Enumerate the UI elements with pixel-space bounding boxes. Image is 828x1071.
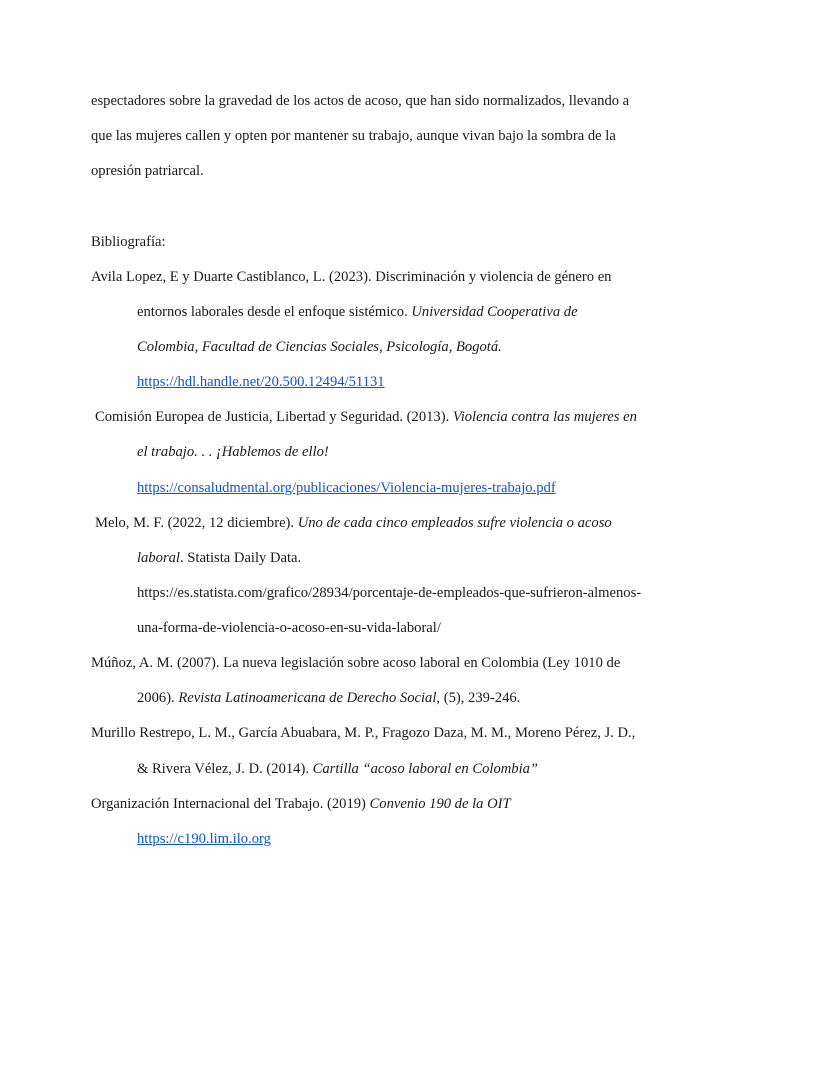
reference-source-title: Colombia, Facultad de Ciencias Sociales, Psicología, Bogotá. [137, 339, 502, 355]
reference-source-title: Convenio 190 de la OIT [369, 796, 511, 812]
reference-url-text: https://es.statista.com/grafico/28934/porcentaje-de-empleados-que-sufrieron-almenos- [137, 585, 642, 601]
body-text-line: que las mujeres callen y opten por mantener su trabajo, aunque vivan bajo la sombra de la [91, 128, 616, 144]
reference-entry: Múñoz, A. M. (2007). La nueva legislación sobre acoso laboral en Colombia (Ley 1010 de [91, 655, 621, 671]
body-text-line: opresión patriarcal. [91, 163, 204, 179]
reference-link-text[interactable]: https://hdl.handle.net/20.500.12494/51131 [137, 374, 385, 390]
reference-text: Comisión Europea de Justicia, Libertad y Seguridad. (2013). [95, 409, 453, 425]
reference-text: . Statista Daily Data. [179, 550, 302, 566]
reference-entry: Avila Lopez, E y Duarte Castiblanco, L. (2023). Discriminación y violencia de género en [91, 269, 612, 285]
reference-source-title: Violencia contra las mujeres en [452, 409, 637, 425]
reference-url-text: una-forma-de-violencia-o-acoso-en-su-vida-laboral/ [137, 620, 441, 636]
reference-entry [95, 407, 637, 427]
reference-entry-continuation [137, 688, 520, 708]
reference-text: , (5), 239-246. [436, 690, 521, 706]
reference-source-title: Revista Latinoamericana de Derecho Social [178, 690, 437, 706]
reference-source-title: el trabajo. . . ¡Hablemos de ello! [137, 444, 329, 460]
reference-text: Organización Internacional del Trabajo. (2019) [91, 796, 370, 812]
reference-entry-continuation [137, 759, 538, 779]
reference-entry: Murillo Restrepo, L. M., García Abuabara, M. P., Fragozo Daza, M. M., Moreno Pérez, J. D., [91, 725, 636, 741]
body-text-line: espectadores sobre la gravedad de los actos de acoso, que han sido normalizados, llevando a [91, 93, 630, 109]
reference-entry-continuation [137, 302, 578, 322]
reference-link[interactable] [137, 829, 271, 849]
reference-text: Melo, M. F. (2022, 12 diciembre). [95, 515, 298, 531]
reference-source-title: Cartilla “acoso laboral en Colombia” [312, 761, 539, 777]
reference-link[interactable] [137, 478, 556, 498]
reference-text: 2006). [137, 690, 179, 706]
reference-entry-continuation [137, 548, 301, 568]
reference-link-text[interactable]: https://c190.lim.ilo.org [137, 831, 271, 847]
reference-text: entornos laborales desde el enfoque sistémico. [137, 304, 412, 320]
reference-source-title: Uno de cada cinco empleados sufre violencia o acoso [297, 515, 612, 531]
reference-source-title: Universidad Cooperativa de [411, 304, 578, 320]
reference-link[interactable] [137, 372, 385, 392]
reference-link-text[interactable]: https://consaludmental.org/publicaciones/Violencia-mujeres-trabajo.pdf [137, 480, 556, 496]
reference-entry [91, 794, 511, 814]
bibliography-heading: Bibliografía: [91, 234, 166, 250]
reference-entry [95, 513, 612, 533]
reference-source-title: laboral [137, 550, 180, 566]
reference-text: & Rivera Vélez, J. D. (2014). [137, 761, 313, 777]
